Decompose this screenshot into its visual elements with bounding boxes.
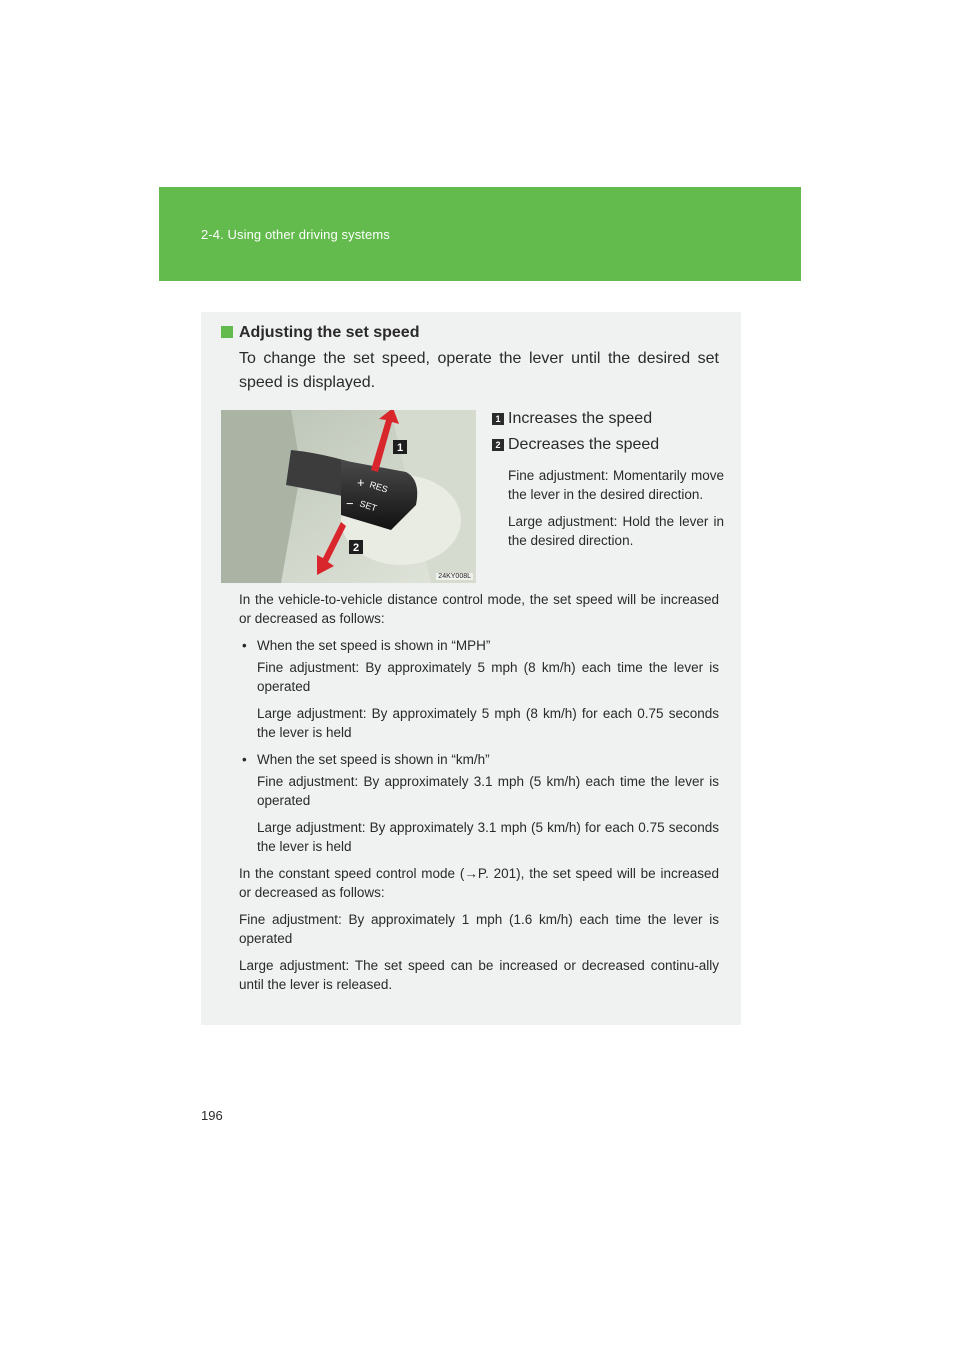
- lever-set-label: SET: [358, 498, 379, 514]
- callout-label-2: 2: [352, 542, 360, 554]
- constant-fine: Fine adjustment: By approximately 1 mph (1.6 km/h) each time the lever is operated: [239, 912, 719, 946]
- page-number: 196: [201, 1108, 223, 1123]
- bullet-dot-icon: •: [242, 638, 247, 653]
- callout-label-1: 1: [396, 442, 404, 454]
- mph-large: Large adjustment: By approximately 5 mph (8 km/h) for each 0.75 seconds the lever is held: [257, 706, 719, 740]
- callout-item-2: [492, 432, 724, 458]
- constant-intro: In the constant speed control mode (→P. 201), the set speed will be increased or decreased as follows:: [239, 866, 719, 900]
- lever-illustration: [221, 410, 476, 583]
- constant-large: Large adjustment: The set speed can be increased or decreased continu-ally until the lever is released.: [239, 958, 719, 992]
- content-panel: [201, 312, 741, 1025]
- lever-figure: [221, 410, 476, 583]
- kmh-large: Large adjustment: By approximately 3.1 mph (5 km/h) for each 0.75 seconds the lever is held: [257, 820, 719, 854]
- heading-text: Adjusting the set speed: [239, 324, 420, 341]
- callout-list: [492, 406, 724, 550]
- square-bullet-icon: [221, 326, 233, 338]
- callout-number: 1: [492, 413, 504, 425]
- list-item: [239, 636, 719, 655]
- vtv-intro: In the vehicle-to-vehicle distance control mode, the set speed will be increased or decreased as follows:: [239, 592, 719, 626]
- mph-bullet: When the set speed is shown in “MPH”: [257, 638, 491, 653]
- callout-number: 2: [492, 439, 504, 451]
- lever-res-label: RES: [368, 479, 390, 495]
- list-item: [239, 750, 719, 769]
- mph-fine: Fine adjustment: By approximately 5 mph (8 km/h) each time the lever is operated: [257, 660, 719, 694]
- lever-minus-label: −: [346, 496, 354, 511]
- callout-text: Increases the speed: [508, 410, 653, 427]
- header-band: [159, 187, 801, 281]
- section-heading: [221, 324, 419, 342]
- section-title: 2-4. Using other driving systems: [201, 227, 390, 242]
- kmh-fine: Fine adjustment: By approximately 3.1 mph (5 km/h) each time the lever is operated: [257, 774, 719, 808]
- intro-text: To change the set speed, operate the lever until the desired set speed is displayed.: [239, 350, 719, 391]
- lever-plus-label: +: [357, 475, 365, 490]
- callout-item-1: [492, 406, 724, 432]
- bullet-dot-icon: •: [242, 752, 247, 767]
- kmh-bullet: When the set speed is shown in “km/h”: [257, 752, 490, 767]
- figure-code: 24KY008L: [438, 573, 471, 580]
- fine-adjustment-note: Fine adjustment: Momentarily move the lever in the desired direction.: [508, 468, 724, 502]
- body-text: [239, 590, 719, 1002]
- large-adjustment-note: Large adjustment: Hold the lever in the desired direction.: [508, 514, 724, 548]
- callout-text: Decreases the speed: [508, 436, 660, 453]
